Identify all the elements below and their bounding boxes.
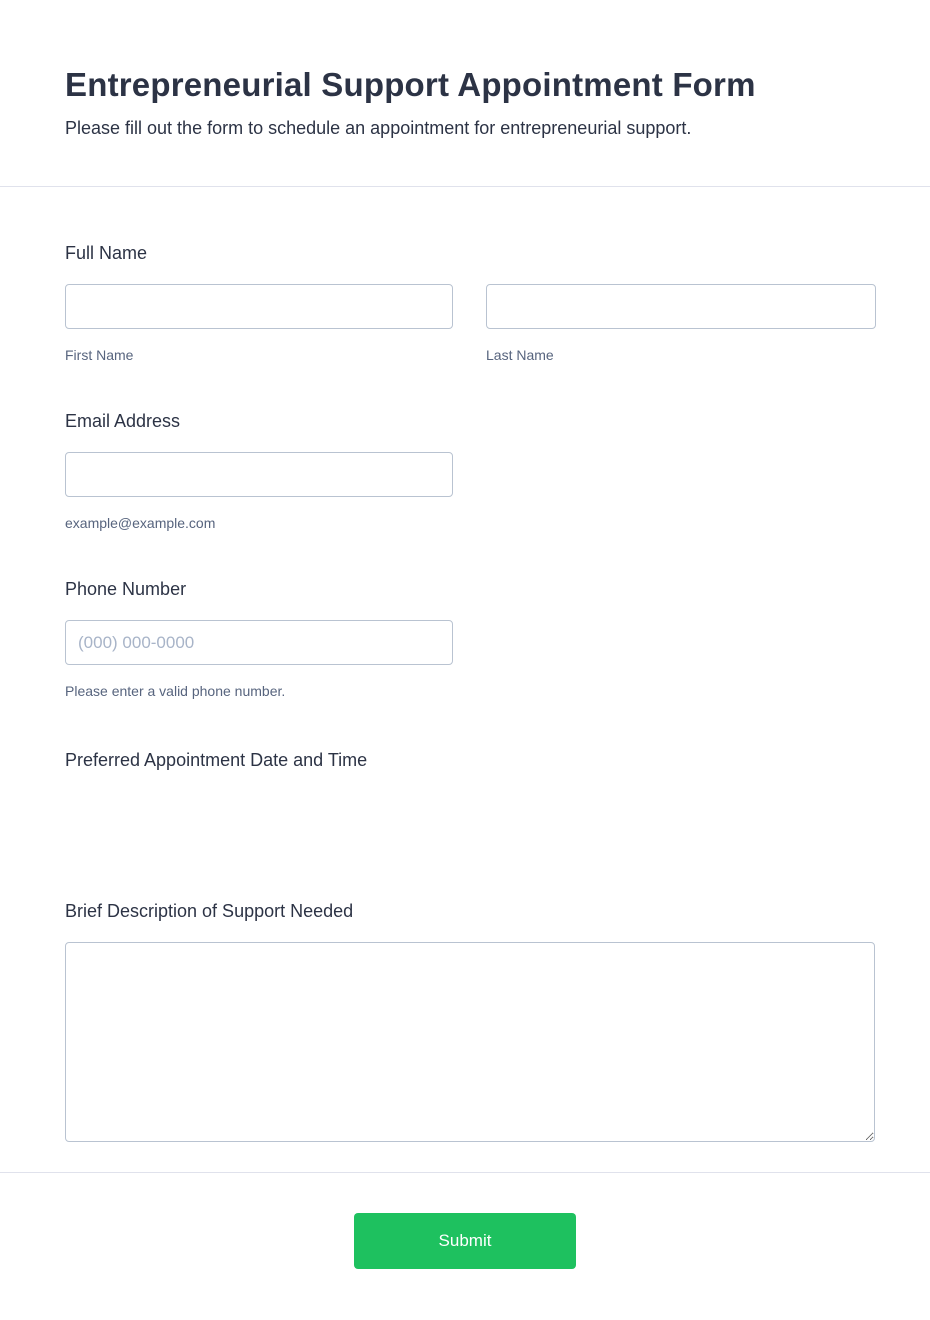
last-name-column [486,284,876,364]
appointment-widget-area [65,791,865,836]
first-name-sublabel: First Name [65,347,134,363]
phone-input[interactable] [65,620,453,665]
first-name-input[interactable] [65,284,453,329]
first-name-column [65,284,453,364]
field-appointment [65,750,865,836]
submit-button[interactable]: Submit [354,1213,576,1269]
phone-sublabel: Please enter a valid phone number. [65,683,286,699]
last-name-sublabel: Last Name [486,347,554,363]
field-phone [65,579,865,700]
form-body [0,187,930,1142]
full-name-label: Full Name [65,243,148,263]
description-textarea[interactable] [65,942,875,1142]
appointment-label: Preferred Appointment Date and Time [65,750,368,770]
last-name-input[interactable] [486,284,876,329]
field-full-name [65,243,865,364]
field-description [65,901,865,1142]
form-header [0,0,930,141]
submit-section [0,1173,930,1320]
phone-label: Phone Number [65,579,187,599]
description-label: Brief Description of Support Needed [65,901,354,921]
email-sublabel: example@example.com [65,515,216,531]
page-title: Entrepreneurial Support Appointment Form [65,66,756,103]
name-row [65,284,865,364]
email-label: Email Address [65,411,181,431]
email-input[interactable] [65,452,453,497]
form-subtitle: Please fill out the form to schedule an appointment for entrepreneurial support. [65,118,692,138]
field-email [65,411,865,532]
